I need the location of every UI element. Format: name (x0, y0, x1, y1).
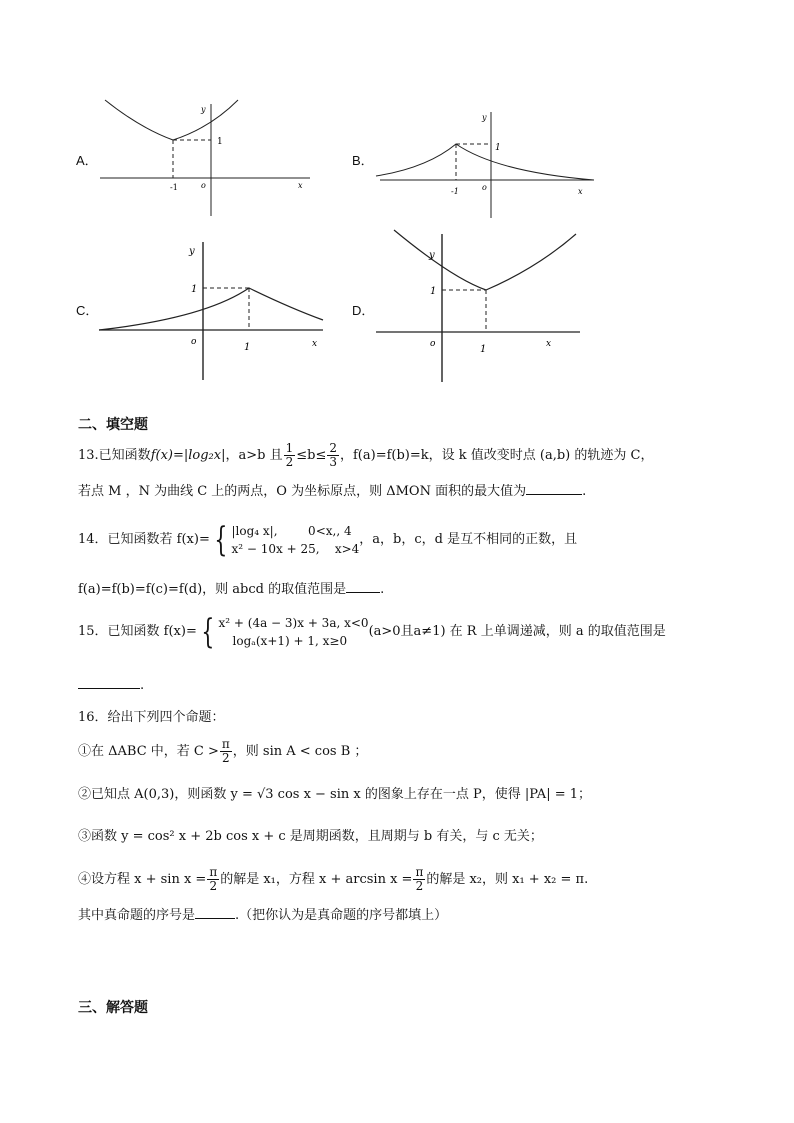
q14-line1: 14．已知函数若 f(x)= { |log₄ x|, 0<x,, 4 x² − 10x + 25, x>4 ，a，b，c，d 是互不相同的正数，且 (78, 520, 578, 560)
q14-line2b: . (380, 582, 385, 597)
graph-d-origin: o (430, 339, 436, 349)
q16-endA: 其中真命题的序号是 (78, 908, 196, 923)
graph-d-one: 1 (430, 286, 437, 297)
q16-item1 (78, 738, 367, 765)
q15-line2 (78, 676, 144, 696)
q16-item2: ②已知点 A(0,3)，则函数 y = √3 cos x − sin x 的图象上存在一点 P，使得 |PA| = 1； (78, 787, 591, 802)
graph-a-origin: o (201, 181, 206, 190)
section-3-title: 三、解答题 (78, 999, 148, 1015)
option-a-label: A． (76, 153, 98, 168)
q13-line2a: 若点 M ，N 为曲线 C 上的两点，O 为坐标原点，则 ΔMON 面积的最大值为 (78, 484, 527, 499)
q16-intro: 16．给出下列四个命题： (78, 710, 225, 725)
q15-p2: logₐ(x+1) + 1, x≥0 (232, 634, 348, 648)
graph-d-tick: 1 (480, 344, 487, 355)
q13-frac2: $\frac{2}{3}$ (329, 441, 337, 469)
graph-b-y-label: y (482, 113, 487, 122)
q15-a: 15．已知函数 f(x)= (78, 624, 197, 639)
graph-b-one: 1 (495, 143, 501, 153)
q14-line2 (78, 580, 384, 600)
q15-line2b: . (140, 678, 145, 693)
q14-p2: x² − 10x + 25, x>4 (231, 542, 360, 556)
graph-c (95, 238, 327, 384)
graph-d (372, 228, 584, 384)
q13-line2b: . (582, 484, 587, 499)
q16-i4b: 的解是 x₁，方程 x + arcsin x = (220, 872, 413, 887)
graph-c-y-label: y (189, 246, 195, 257)
graph-b-tick: -1 (451, 187, 459, 196)
q13-b: f(x)=|log₂x| (150, 448, 226, 463)
section-2-title: 二、填空题 (78, 416, 148, 432)
q14-b: ，a，b，c，d 是互不相同的正数，且 (359, 532, 578, 547)
q16-i4-frac1: $\frac{\pi}{2}$ (209, 865, 218, 893)
q16-item4 (78, 866, 588, 893)
graph-a-y-label: y (201, 105, 206, 114)
q16-item3: ③函数 y = cos² x + 2b cos x + c 是周期函数，且周期与 b 有关，与 c 无关； (78, 829, 543, 844)
q13-d: ≤b≤ (296, 448, 327, 463)
graph-a-x-label: x (298, 181, 303, 190)
option-c-label: C． (76, 303, 99, 318)
q14-pieces (232, 522, 360, 558)
graph-d-curve (394, 230, 576, 290)
q16-i4c: 的解是 x₂，则 x₁ + x₂ = π. (426, 872, 589, 887)
q13-frac1: $\frac{1}{2}$ (285, 441, 294, 469)
q14-a: 14．已知函数若 f(x)= (78, 532, 210, 547)
graph-a-one: 1 (217, 137, 223, 147)
q16-endB: .（把你认为是真命题的序号都填上） (235, 908, 448, 923)
q16-i1-frac: $\frac{\pi}{2}$ (221, 737, 230, 765)
q16-i1a: ①在 ΔABC 中，若 C > (78, 744, 219, 759)
q14-line2a: f(a)=f(b)=f(c)=f(d)，则 abcd 的取值范围是 (78, 582, 347, 597)
graph-c-tick: 1 (244, 342, 251, 353)
q13-line1 (78, 442, 653, 469)
q15-line1: 15．已知函数 f(x)= { x² + (4a − 3)x + 3a, x<0 logₐ(x+1) + 1, x≥0 (a>0且a≠1) 在 R 上单调递减，则 a 的取值范围是 (78, 612, 666, 652)
graph-d-x-label: x (546, 339, 552, 349)
q14-answer-blank[interactable] (346, 580, 380, 593)
q15-b: (a>0且a≠1) 在 R 上单调递减，则 a 的取值范围是 (368, 624, 666, 639)
q16-i1b: ，则 sin A < cos B ； (232, 744, 368, 759)
graph-a-tick: -1 (170, 183, 178, 192)
q13-line2 (78, 482, 586, 502)
graph-a (95, 98, 315, 218)
q13-c: ，a>b 且 (225, 448, 283, 463)
graph-c-origin: o (191, 337, 197, 347)
q16-answer-blank[interactable] (195, 906, 235, 919)
graph-c-one: 1 (191, 284, 198, 295)
q15-p1: x² + (4a − 3)x + 3a, x<0 (218, 616, 369, 630)
graph-c-x-label: x (312, 339, 318, 349)
q14-p1: |log₄ x|, 0<x,, 4 (231, 524, 352, 538)
graph-b-x-label: x (578, 187, 583, 196)
graph-d-y-label: y (429, 250, 435, 261)
q13-e: ，f(a)=f(b)=k，设 k 值改变时点 (a,b) 的轨迹为 C， (339, 448, 654, 463)
q15-answer-blank[interactable] (78, 676, 140, 689)
graph-c-curve (99, 288, 323, 330)
option-d-label: D． (352, 303, 375, 318)
graph-b (372, 108, 600, 220)
q16-end (78, 906, 447, 926)
q13-a: 13.已知函数 (78, 448, 151, 463)
graph-b-curve (376, 144, 594, 180)
q13-answer-blank[interactable] (526, 482, 582, 495)
graph-b-origin: o (482, 183, 487, 192)
option-b-label: B． (352, 153, 374, 168)
q15-pieces (219, 614, 369, 650)
graph-a-curve (105, 100, 238, 140)
q16-i4-frac2: $\frac{\pi}{2}$ (415, 865, 424, 893)
q16-i4a: ④设方程 x + sin x = (78, 872, 207, 887)
